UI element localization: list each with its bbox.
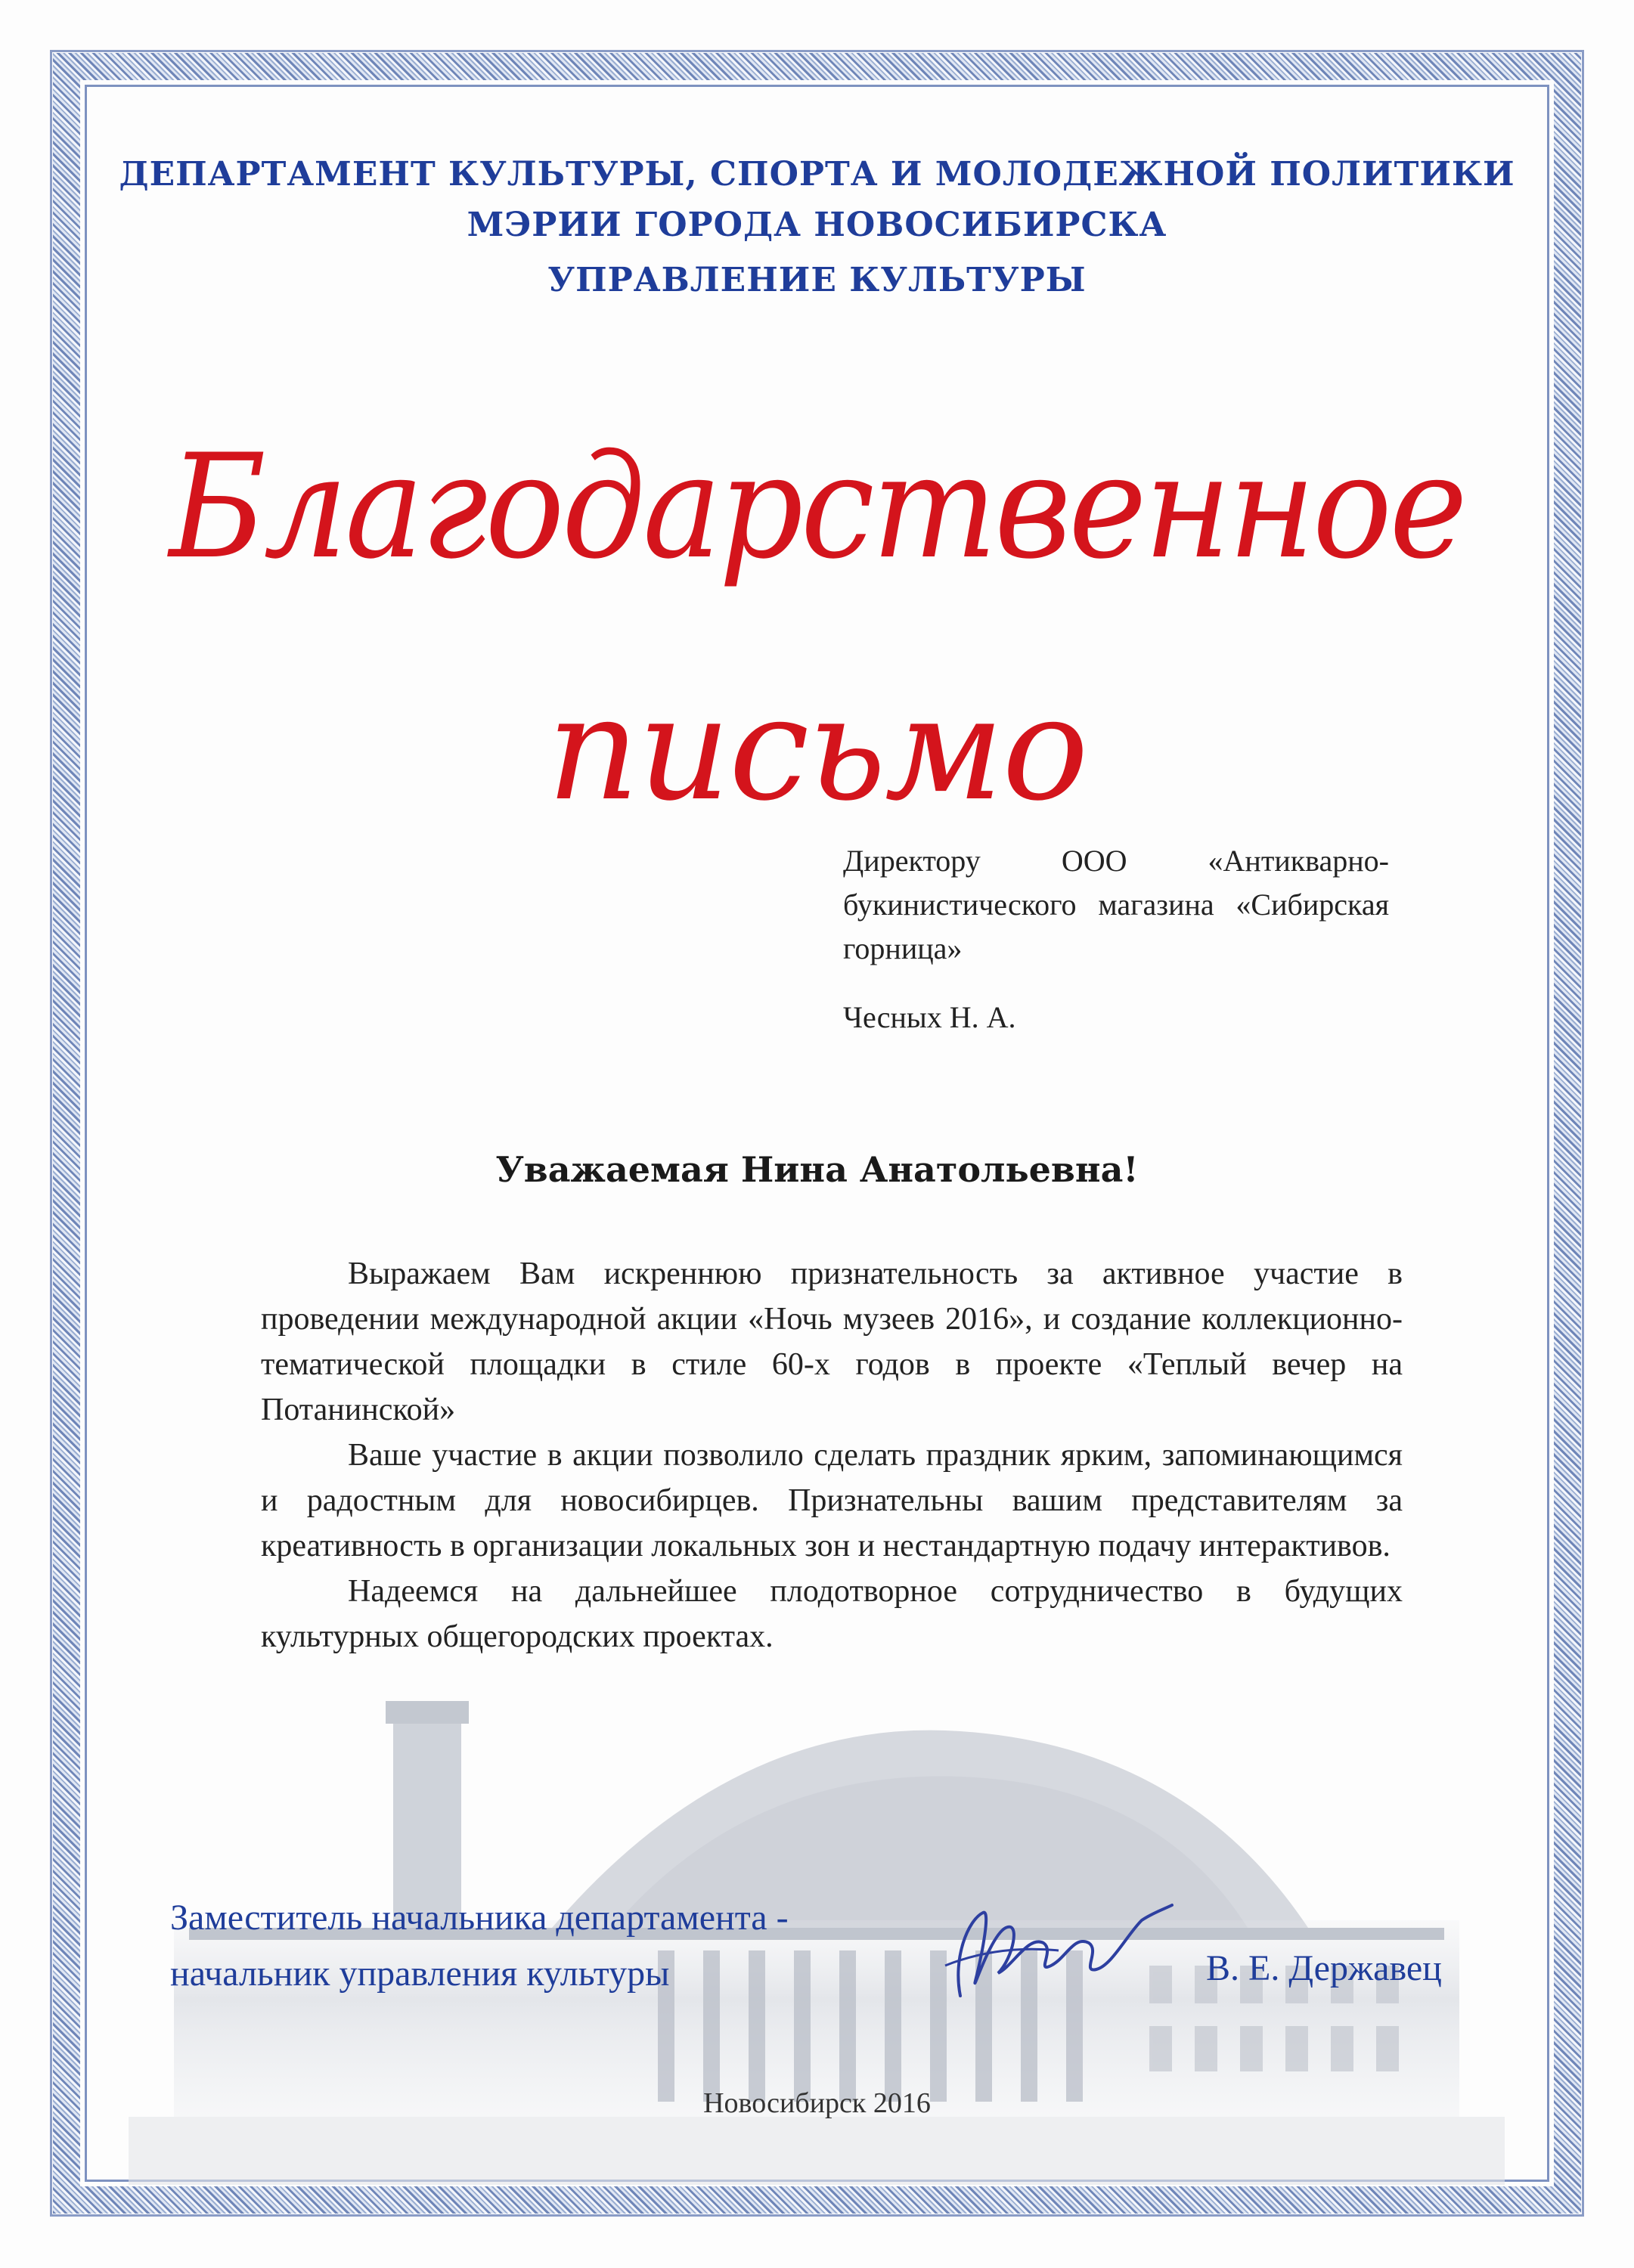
letter-body — [261, 1251, 1403, 1659]
body-paragraph-3: Надеемся на дальнейшее плодотворное сотрудничество в будущих культурных общегородских проектах. — [261, 1574, 1403, 1654]
footer-city-year: Новосибирск 2016 — [703, 2087, 931, 2119]
signatory-title-line2: начальник управления культуры — [170, 1954, 670, 1994]
salutation: Уважаемая Нина Анатольевна! — [495, 1149, 1139, 1190]
body-paragraph-1: Выражаем Вам искреннюю признательность за активное участие в проведении международной акции «Ночь музеев 2016», и создание коллекционно-тематической площадки в стиле 60-х годов в проекте «Теплый вечер на Потанинской» — [261, 1256, 1403, 1427]
handwritten-signature — [938, 1890, 1180, 2019]
addressee-name: Чесных Н. А. — [843, 1000, 1016, 1034]
title-line2: письмо — [547, 665, 1087, 832]
header-city-hall: МЭРИИ ГОРОДА НОВОСИБИРСКА — [467, 206, 1167, 244]
title-line1: Благодарственное — [169, 423, 1465, 590]
header-culture-office: УПРАВЛЕНИЕ КУЛЬТУРЫ — [547, 261, 1087, 299]
signatory-title — [170, 1890, 789, 2002]
addressee-position: Директору ООО «Антикварно-букинистического магазина «Сибирская горница» — [843, 844, 1389, 965]
signatory-title-line1: Заместитель начальника департамента - — [170, 1898, 789, 1938]
header-department: ДЕПАРТАМЕНТ КУЛЬТУРЫ, СПОРТА И МОЛОДЕЖНОЙ ПОЛИТИКИ — [119, 155, 1515, 194]
body-paragraph-2: Ваше участие в акции позволило сделать праздник ярким, запоминающимся и радостным для новосибирцев. Признательны вашим представителям за креативность в организации локальных зон и нестандартную подачу интерактивов. — [261, 1438, 1403, 1563]
signatory-name: В. Е. Державец — [1206, 1948, 1442, 1988]
